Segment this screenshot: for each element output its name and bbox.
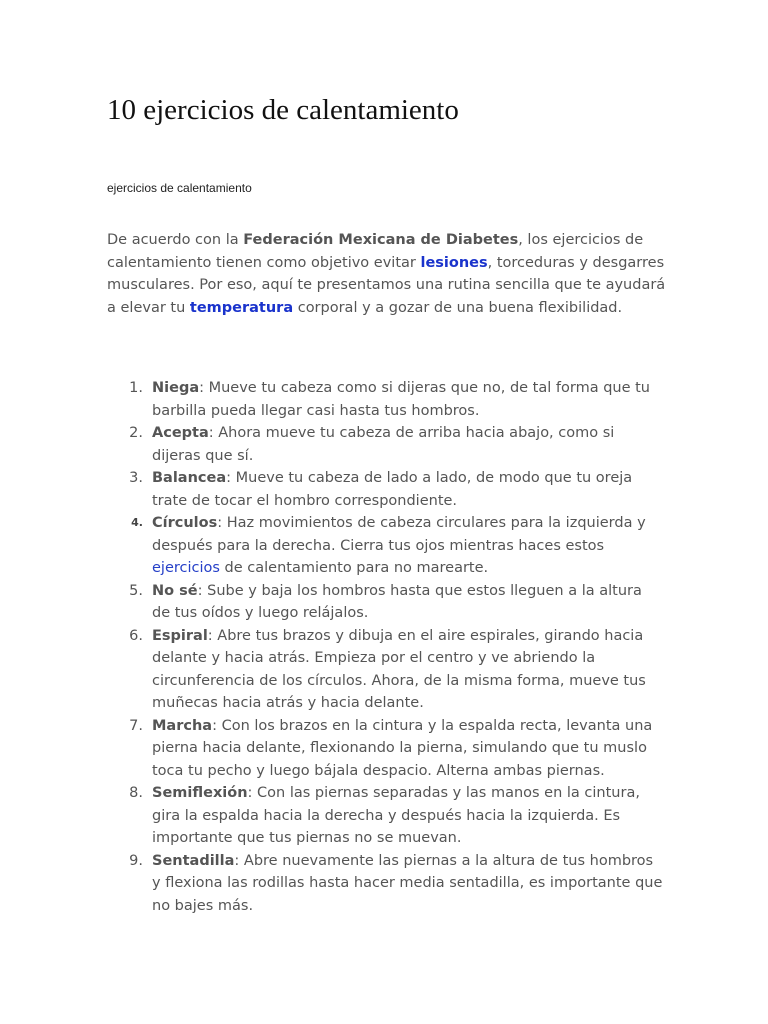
list-item-no-se — [107, 580, 663, 625]
list-item-marcha — [107, 715, 663, 783]
exercise-name: Sentadilla — [152, 852, 235, 869]
list-item-semiflexion — [107, 782, 663, 850]
exercise-name: No sé — [152, 582, 198, 599]
exercise-description: : Con los brazos en la cintura y la espalda recta, levanta una pierna hacia delante, flexionando la pierna, simulando que tu muslo toca tu pecho y luego bájala despacio. Alterna ambas piernas. — [152, 717, 653, 779]
exercise-description: : Abre tus brazos y dibuja en el aire espirales, girando hacia delante y hacia atrás. Empieza por el centro y ve abriendo la circunferencia de los círculos. Ahora, de la misma forma, mueve tus muñecas hacia atrás y hacia delante. — [152, 627, 646, 711]
exercise-name: Marcha — [152, 717, 213, 734]
exercise-description: de calentamiento para no marearte. — [219, 560, 489, 576]
item-number: 2. — [129, 425, 143, 441]
intro-text: , los ejercicios de calentamiento tienen como objetivo evitar — [107, 232, 644, 271]
item-number: 8. — [129, 785, 143, 801]
exercise-name: Balancea — [152, 470, 227, 486]
exercise-list — [107, 377, 663, 917]
exercise-description: : Mueve tu cabeza como si dijeras que no, de tal forma que tu barbilla pueda llegar casi hasta tus hombros. — [152, 380, 650, 419]
list-item-balancea — [107, 467, 663, 512]
exercise-name: Semiflexión — [152, 785, 248, 801]
intro-text: corporal y a gozar de una buena flexibilidad. — [293, 299, 623, 316]
item-number: 6. — [129, 627, 143, 644]
exercise-description: : Ahora mueve tu cabeza de arriba hacia abajo, como si dijeras que sí. — [152, 425, 615, 464]
list-item-espiral — [107, 625, 663, 715]
image-caption: ejercicios de calentamiento — [107, 181, 252, 195]
exercise-description: : Mueve tu cabeza de lado a lado, de modo que tu oreja trate de tocar el hombro correspondiente. — [152, 470, 633, 509]
item-number: 9. — [129, 852, 143, 869]
list-item-circulos — [107, 512, 663, 580]
item-number: 1. — [129, 380, 143, 396]
organization-name: Federación Mexicana de Diabetes — [243, 232, 519, 248]
exercise-name: Niega — [152, 380, 200, 396]
exercise-description: : Con las piernas separadas y las manos en la cintura, gira la espalda hacia la derecha y después hacia la izquierda. Es importante que tus piernas no se muevan. — [152, 785, 640, 846]
list-item-acepta — [107, 422, 663, 467]
list-item-niega — [107, 377, 663, 422]
exercise-name: Espiral — [152, 627, 208, 644]
exercise-description: : Abre nuevamente las piernas a la altura de tus hombros y flexiona las rodillas hasta hacer media sentadilla, es importante que no bajes más. — [152, 852, 663, 914]
exercise-description: : Haz movimientos de cabeza circulares para la izquierda y después para la derecha. Cierra tus ojos mientras haces estos — [152, 515, 646, 554]
list-item-sentadilla — [107, 850, 663, 918]
intro-paragraph — [107, 229, 667, 319]
exercise-name: Círculos — [152, 515, 218, 531]
item-number: 4. — [131, 516, 143, 529]
exercise-name: Acepta — [152, 425, 209, 441]
intro-text: De acuerdo con la — [107, 232, 244, 248]
item-number: 7. — [129, 717, 143, 734]
ejercicios-link[interactable]: ejercicios — [152, 560, 220, 576]
item-number: 3. — [129, 470, 143, 486]
temperatura-link[interactable]: temperatura — [189, 299, 294, 316]
item-number: 5. — [129, 582, 143, 599]
exercise-description: : Sube y baja los hombros hasta que estos lleguen a la altura de tus oídos y luego relájalos. — [152, 582, 642, 621]
intro-text: , torceduras y desgarres musculares. Por eso, aquí te presentamos una rutina sencilla que te ayudará a elevar tu — [107, 254, 666, 316]
page-title: 10 ejercicios de calentamiento — [107, 94, 459, 126]
lesiones-link[interactable]: lesiones — [420, 254, 488, 271]
